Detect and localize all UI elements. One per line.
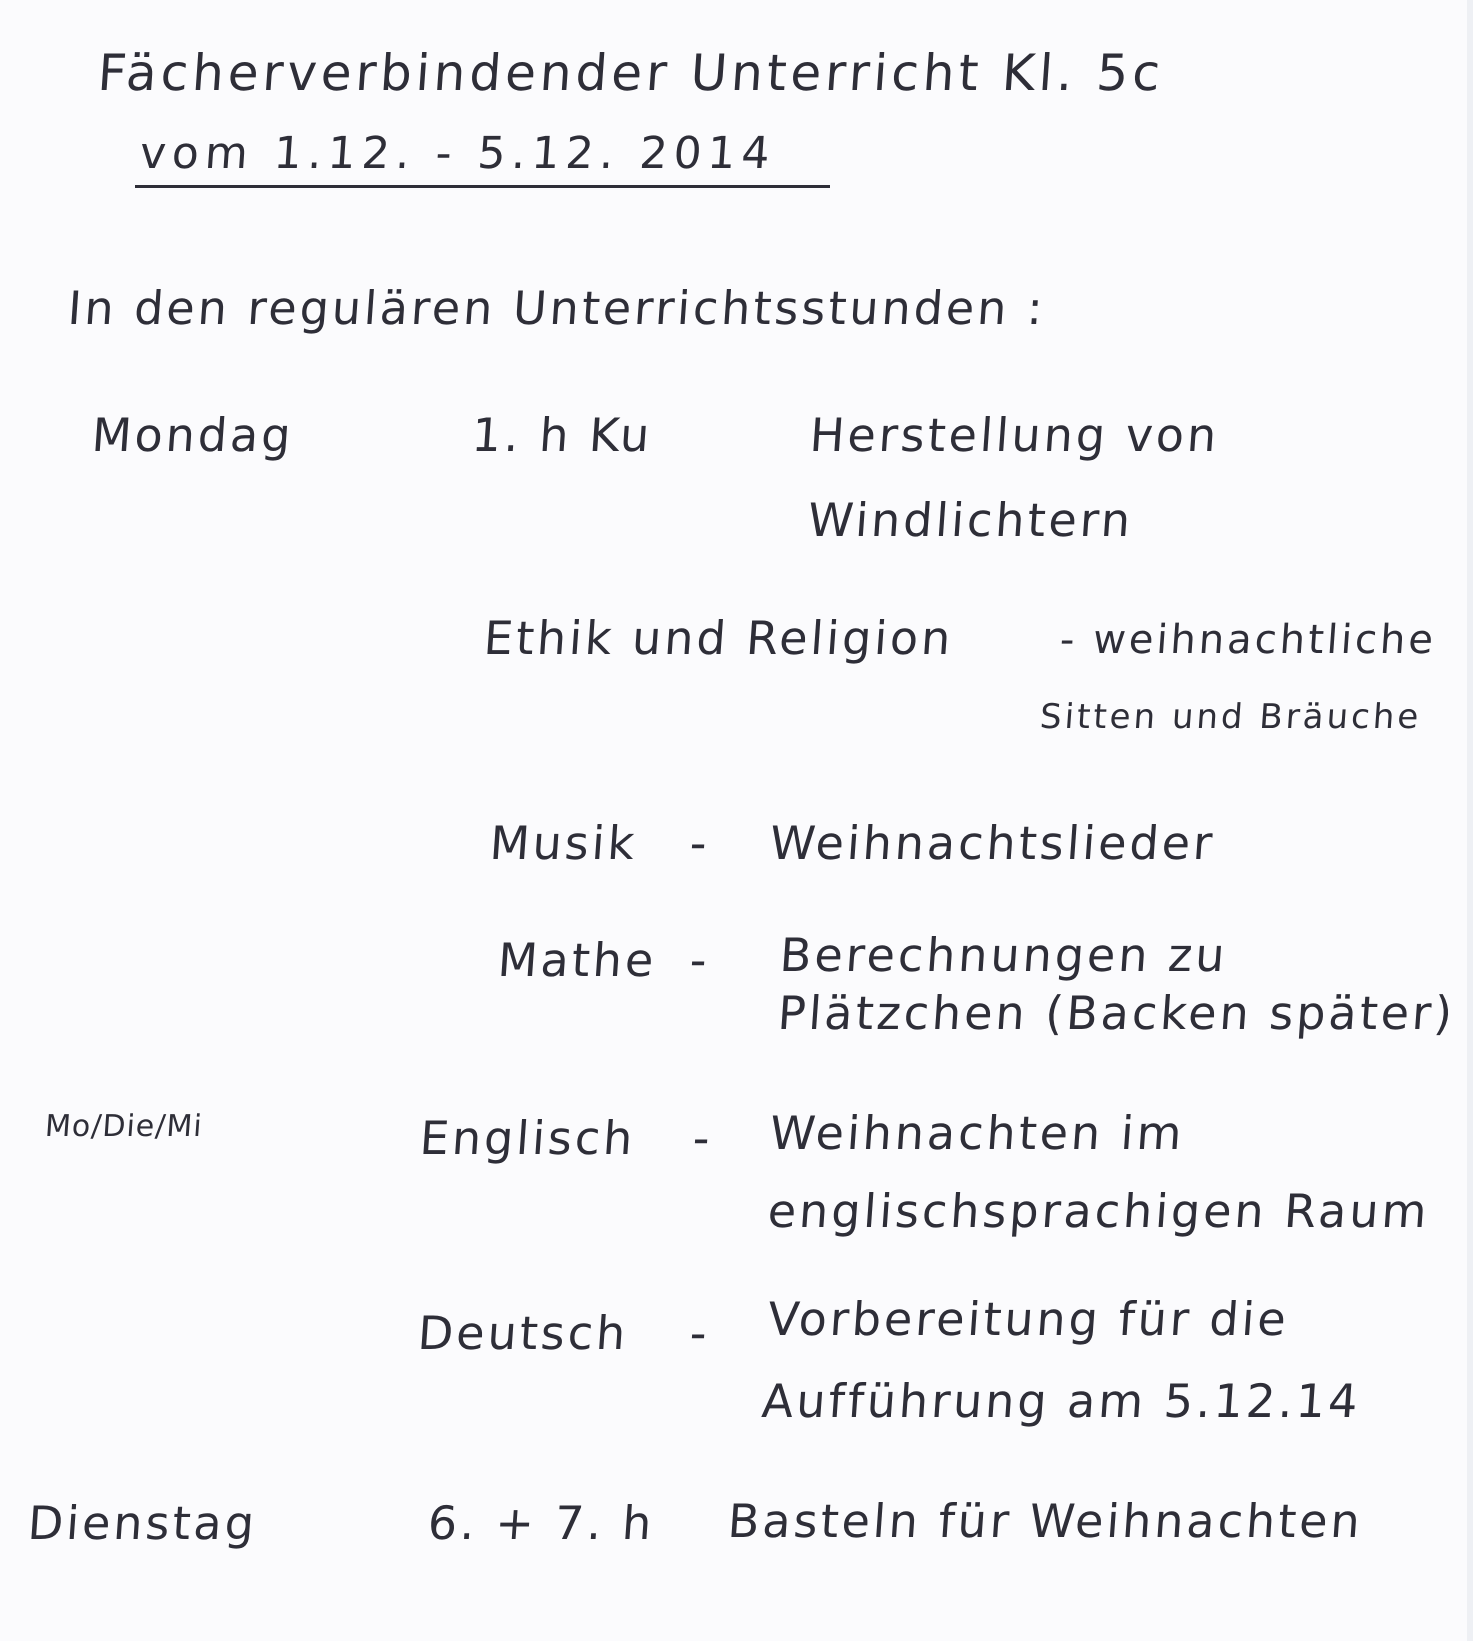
monday-entry-2-subject: Ethik und Religion (482, 611, 956, 665)
intro-heading: In den regulären Unterrichtsstunden : (66, 281, 1048, 335)
mo-di-mi-entry-1-line1: Weihnachten im (768, 1106, 1187, 1160)
mo-di-mi-entry-1-subject: Englisch (418, 1111, 638, 1165)
day-mo-di-mi: Mo/Die/Mi (43, 1109, 204, 1144)
mo-di-mi-entry-1-dash: - (691, 1111, 715, 1165)
date-range: vom 1.12. - 5.12. 2014 (138, 128, 778, 179)
page-title: Fächerverbindender Unterricht Kl. 5c (95, 44, 1166, 102)
monday-entry-1-line2: Windlichtern (806, 493, 1136, 547)
monday-entry-4-line2: Plätzchen (Backen später) (776, 986, 1457, 1040)
monday-entry-1-line1: Herstellung von (808, 408, 1222, 462)
monday-entry-4-subject: Mathe (496, 933, 659, 987)
monday-entry-4-line1: Berechnungen zu (778, 928, 1230, 982)
mo-di-mi-entry-2-line1: Vorbereitung für die (766, 1292, 1291, 1346)
tuesday-entry-1-subject: 6. + 7. h (426, 1496, 657, 1550)
monday-entry-3-subject: Musik (488, 816, 640, 870)
day-monday: Mondag (90, 408, 296, 462)
title-underline (135, 185, 830, 188)
monday-entry-2-line1: - weihnachtliche (1058, 617, 1438, 663)
monday-entry-2-line2: Sitten und Bräuche (1038, 697, 1423, 737)
day-tuesday: Dienstag (26, 1496, 259, 1550)
mo-di-mi-entry-2-line2: Aufführung am 5.12.14 (760, 1374, 1363, 1428)
monday-entry-3-dash: - (688, 816, 712, 870)
mo-di-mi-entry-2-dash: - (688, 1306, 712, 1360)
monday-entry-3-line1: Weihnachtslieder (768, 816, 1217, 870)
monday-entry-4-dash: - (688, 933, 712, 987)
monday-entry-1-subject: 1. h Ku (470, 408, 655, 462)
tuesday-entry-1-line1: Basteln für Weihnachten (726, 1494, 1365, 1548)
paper-edge (1467, 0, 1473, 1641)
mo-di-mi-entry-1-line2: englischsprachigen Raum (766, 1184, 1432, 1238)
mo-di-mi-entry-2-subject: Deutsch (416, 1306, 631, 1360)
